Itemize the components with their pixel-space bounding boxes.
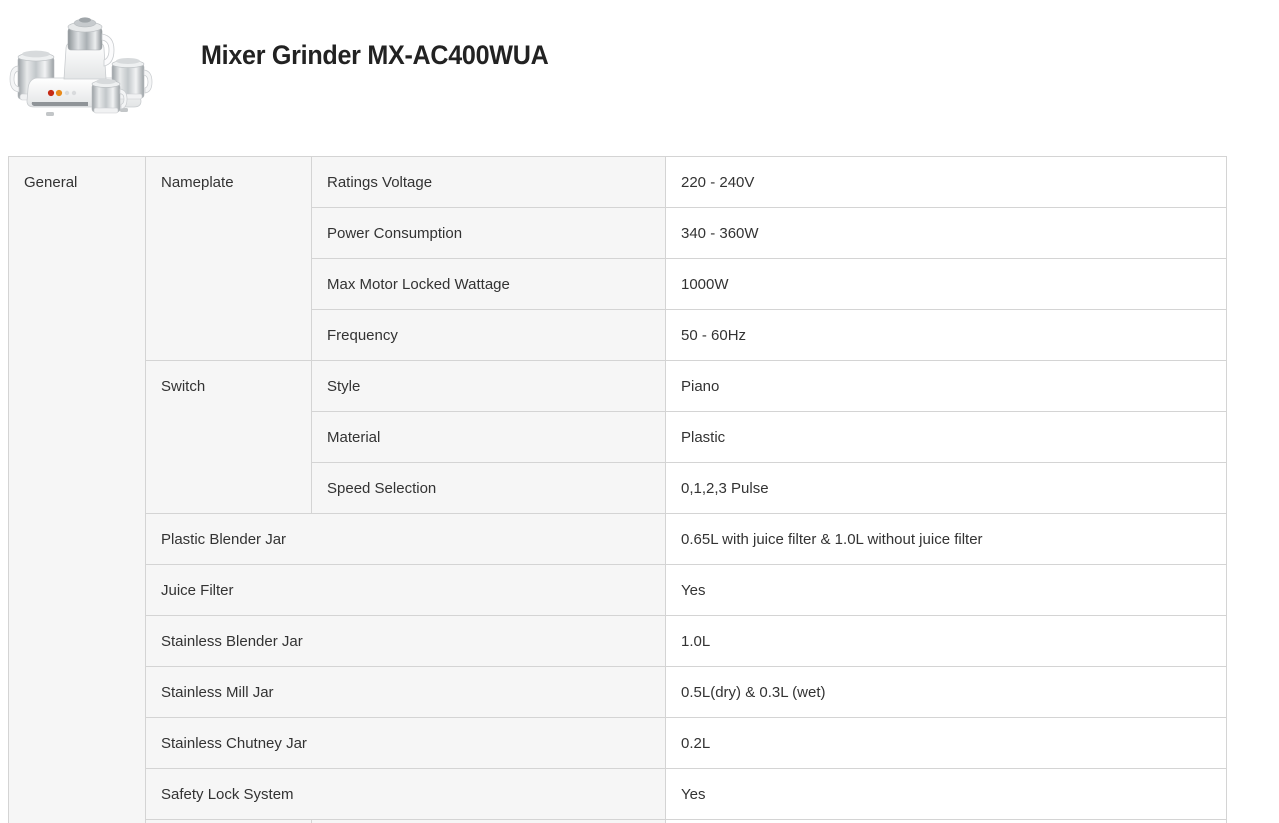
attr-cell: Plastic Blender Jar — [146, 514, 666, 565]
group-cell: Switch — [146, 361, 312, 514]
value-cell: Plastic — [666, 412, 1227, 463]
value-cell — [666, 820, 1227, 823]
value-cell: 0.65L with juice filter & 1.0L without juice filter — [666, 514, 1227, 565]
attr-cell: Stainless Blender Jar — [146, 616, 666, 667]
table-row — [9, 718, 1227, 769]
value-cell: 0,1,2,3 Pulse — [666, 463, 1227, 514]
value-cell: 1000W — [666, 259, 1227, 310]
value-cell: 0.2L — [666, 718, 1227, 769]
attr-cell: Max Motor Locked Wattage — [312, 259, 666, 310]
value-cell: 0.5L(dry) & 0.3L (wet) — [666, 667, 1227, 718]
main-jar-graphic — [64, 17, 114, 79]
value-cell: Yes — [666, 769, 1227, 820]
attr-cell: Power Consumption — [312, 208, 666, 259]
attr-cell: Stainless Chutney Jar — [146, 718, 666, 769]
attr-cell: Speed Selection — [312, 463, 666, 514]
spec-table — [8, 156, 1226, 823]
category-cell: General — [9, 157, 146, 823]
table-row — [9, 667, 1227, 718]
attr-cell: Style — [312, 361, 666, 412]
table-row — [9, 157, 1227, 208]
table-row — [9, 361, 1227, 412]
table-row — [9, 769, 1227, 820]
product-image — [8, 4, 160, 120]
value-cell: Yes — [666, 565, 1227, 616]
attr-cell: Stainless Mill Jar — [146, 667, 666, 718]
table-row — [9, 565, 1227, 616]
attr-cell: Material — [312, 412, 666, 463]
table-row — [9, 616, 1227, 667]
table-row-cutoff — [9, 820, 1227, 823]
value-cell: 50 - 60Hz — [666, 310, 1227, 361]
value-cell: 1.0L — [666, 616, 1227, 667]
group-cell: Nameplate — [146, 157, 312, 361]
attr-cell: Frequency — [312, 310, 666, 361]
attr-cell: Juice Filter — [146, 565, 666, 616]
attr-cell — [312, 820, 666, 823]
page-title: Mixer Grinder MX-AC400WUA — [201, 40, 549, 70]
group-cell — [146, 820, 312, 823]
value-cell: Piano — [666, 361, 1227, 412]
value-cell: 340 - 360W — [666, 208, 1227, 259]
table-row — [9, 514, 1227, 565]
attr-cell: Ratings Voltage — [312, 157, 666, 208]
value-cell: 220 - 240V — [666, 157, 1227, 208]
attr-cell: Safety Lock System — [146, 769, 666, 820]
